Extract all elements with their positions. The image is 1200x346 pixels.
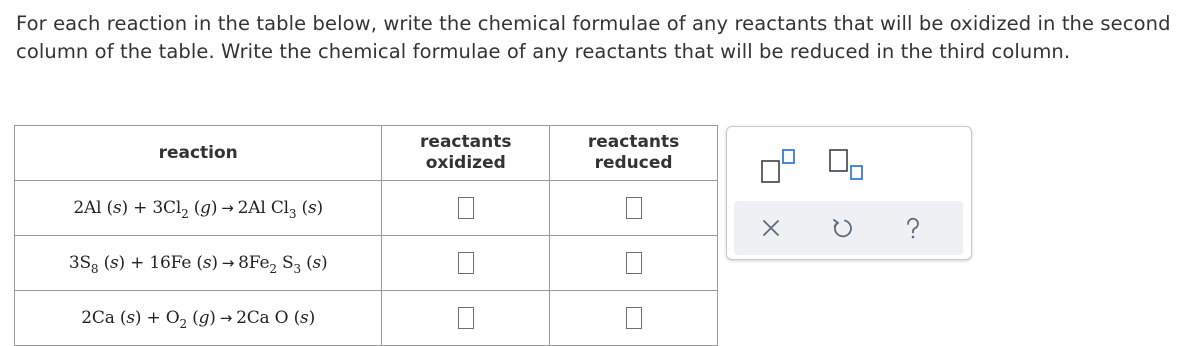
reduced-cell xyxy=(550,181,718,236)
header-oxidized-line1: reactants xyxy=(420,132,512,152)
table-row xyxy=(15,236,718,291)
state-symbol: s xyxy=(300,308,309,328)
element-symbol: Cl xyxy=(270,198,289,218)
header-reduced-line2: reduced xyxy=(594,153,673,173)
header-reactants-reduced xyxy=(550,126,718,181)
header-reaction: reaction xyxy=(15,126,382,181)
element-symbol: Cl xyxy=(163,198,182,218)
state-symbol: g xyxy=(200,198,211,218)
header-reduced-line1: reactants xyxy=(587,132,680,152)
oxidized-answer-box[interactable] xyxy=(458,197,474,219)
subscript: 3 xyxy=(288,207,297,221)
state-symbol: s xyxy=(307,198,317,218)
reaction-arrow: → xyxy=(219,309,233,327)
x-icon xyxy=(758,215,784,241)
reduced-answer-box[interactable] xyxy=(626,307,642,329)
coefficient: 2 xyxy=(236,308,247,328)
undo-button[interactable] xyxy=(829,215,855,241)
subscript-template-button[interactable] xyxy=(828,148,868,184)
coefficient: 8 xyxy=(238,253,249,273)
reduced-answer-box[interactable] xyxy=(626,252,642,274)
superscript-template-button[interactable] xyxy=(760,148,798,184)
element-symbol: Fe xyxy=(248,253,270,273)
reaction-arrow: → xyxy=(221,199,234,217)
help-button[interactable] xyxy=(900,215,926,241)
reduced-cell xyxy=(550,236,718,291)
oxidized-cell xyxy=(382,236,550,291)
coefficient: 3 xyxy=(68,253,80,273)
state-symbol: s xyxy=(202,253,212,273)
answer-tools-panel xyxy=(726,126,972,260)
state-symbol: s xyxy=(126,308,135,328)
superscript-template-icon xyxy=(760,148,798,184)
subscript: 2 xyxy=(269,262,277,276)
state-symbol: s xyxy=(312,253,322,273)
question-instructions: For each reaction in the table below, write the chemical formulae of any reactants that will be oxidized in the second column of the table. Write the chemical formulae of any reactants that will be reduced in the third column. xyxy=(16,12,1171,63)
element-symbol: Ca xyxy=(246,308,270,328)
clear-button[interactable] xyxy=(758,215,784,241)
reaction-table xyxy=(14,125,718,346)
species: 2Al $Cl_3$ (s) xyxy=(237,198,323,221)
reaction-cell xyxy=(15,181,382,236)
reduced-cell xyxy=(550,291,718,346)
oxidized-cell xyxy=(382,181,550,236)
reaction-table-body xyxy=(15,181,718,346)
reaction-arrow: → xyxy=(221,254,235,272)
reaction-equation: $3S_8$ (s) + 16Fe $(s) \to 8Fe_2$ $S_3$ (s) xyxy=(68,253,328,276)
reduced-answer-box[interactable] xyxy=(626,197,642,219)
question-icon xyxy=(900,215,926,241)
oxidized-cell xyxy=(382,291,550,346)
species: $3S_8$ (s) xyxy=(68,253,125,276)
state-symbol: s xyxy=(112,198,122,218)
answer-action-bar xyxy=(734,201,963,255)
table-header-row xyxy=(15,126,718,181)
species: $O_2$ (g) xyxy=(165,308,216,331)
subscript: 3 xyxy=(293,262,301,276)
reaction-equation: 2Ca $(s) + O_2$ (g) → 2Ca O (s) xyxy=(81,308,316,331)
header-oxidized-line2: oxidized xyxy=(425,153,506,173)
reaction-cell xyxy=(15,291,382,346)
coefficient: 3 xyxy=(152,198,164,218)
species: 2Ca O (s) xyxy=(236,308,316,328)
element-symbol: Al xyxy=(84,198,102,218)
header-reactants-oxidized xyxy=(382,126,550,181)
element-symbol: Ca xyxy=(91,308,115,328)
undo-icon xyxy=(829,215,855,241)
element-symbol: O xyxy=(165,308,180,328)
element-symbol: O xyxy=(274,308,289,328)
oxidized-answer-box[interactable] xyxy=(458,307,474,329)
element-symbol: Al xyxy=(248,198,266,218)
reaction-cell xyxy=(15,236,382,291)
reaction-equation: 2Al $(s) + 3Cl_2$ (g) → 2Al $Cl_3$ (s) xyxy=(73,198,323,221)
state-symbol: s xyxy=(110,253,119,273)
coefficient: 2 xyxy=(237,198,249,218)
table-row xyxy=(15,181,718,236)
element-symbol: S xyxy=(281,253,294,273)
subscript: 2 xyxy=(181,207,189,221)
species: $8Fe_2$ $S_3$ (s) xyxy=(238,253,328,276)
species: 16Fe (s) xyxy=(149,253,218,273)
table-row xyxy=(15,291,718,346)
oxidized-answer-box[interactable] xyxy=(458,252,474,274)
species: 2Ca (s) xyxy=(81,308,142,328)
element-symbol: Fe xyxy=(170,253,192,273)
state-symbol: g xyxy=(198,308,210,328)
species: $3Cl_2$ (g) xyxy=(152,198,218,221)
coefficient: 16 xyxy=(149,253,171,273)
subscript-template-icon xyxy=(828,148,868,184)
coefficient: 2 xyxy=(73,198,85,218)
species: 2Al (s) xyxy=(73,198,128,218)
subscript: 8 xyxy=(90,262,99,276)
subscript: 2 xyxy=(179,317,187,331)
coefficient: 2 xyxy=(81,308,92,328)
element-symbol: S xyxy=(79,253,91,273)
